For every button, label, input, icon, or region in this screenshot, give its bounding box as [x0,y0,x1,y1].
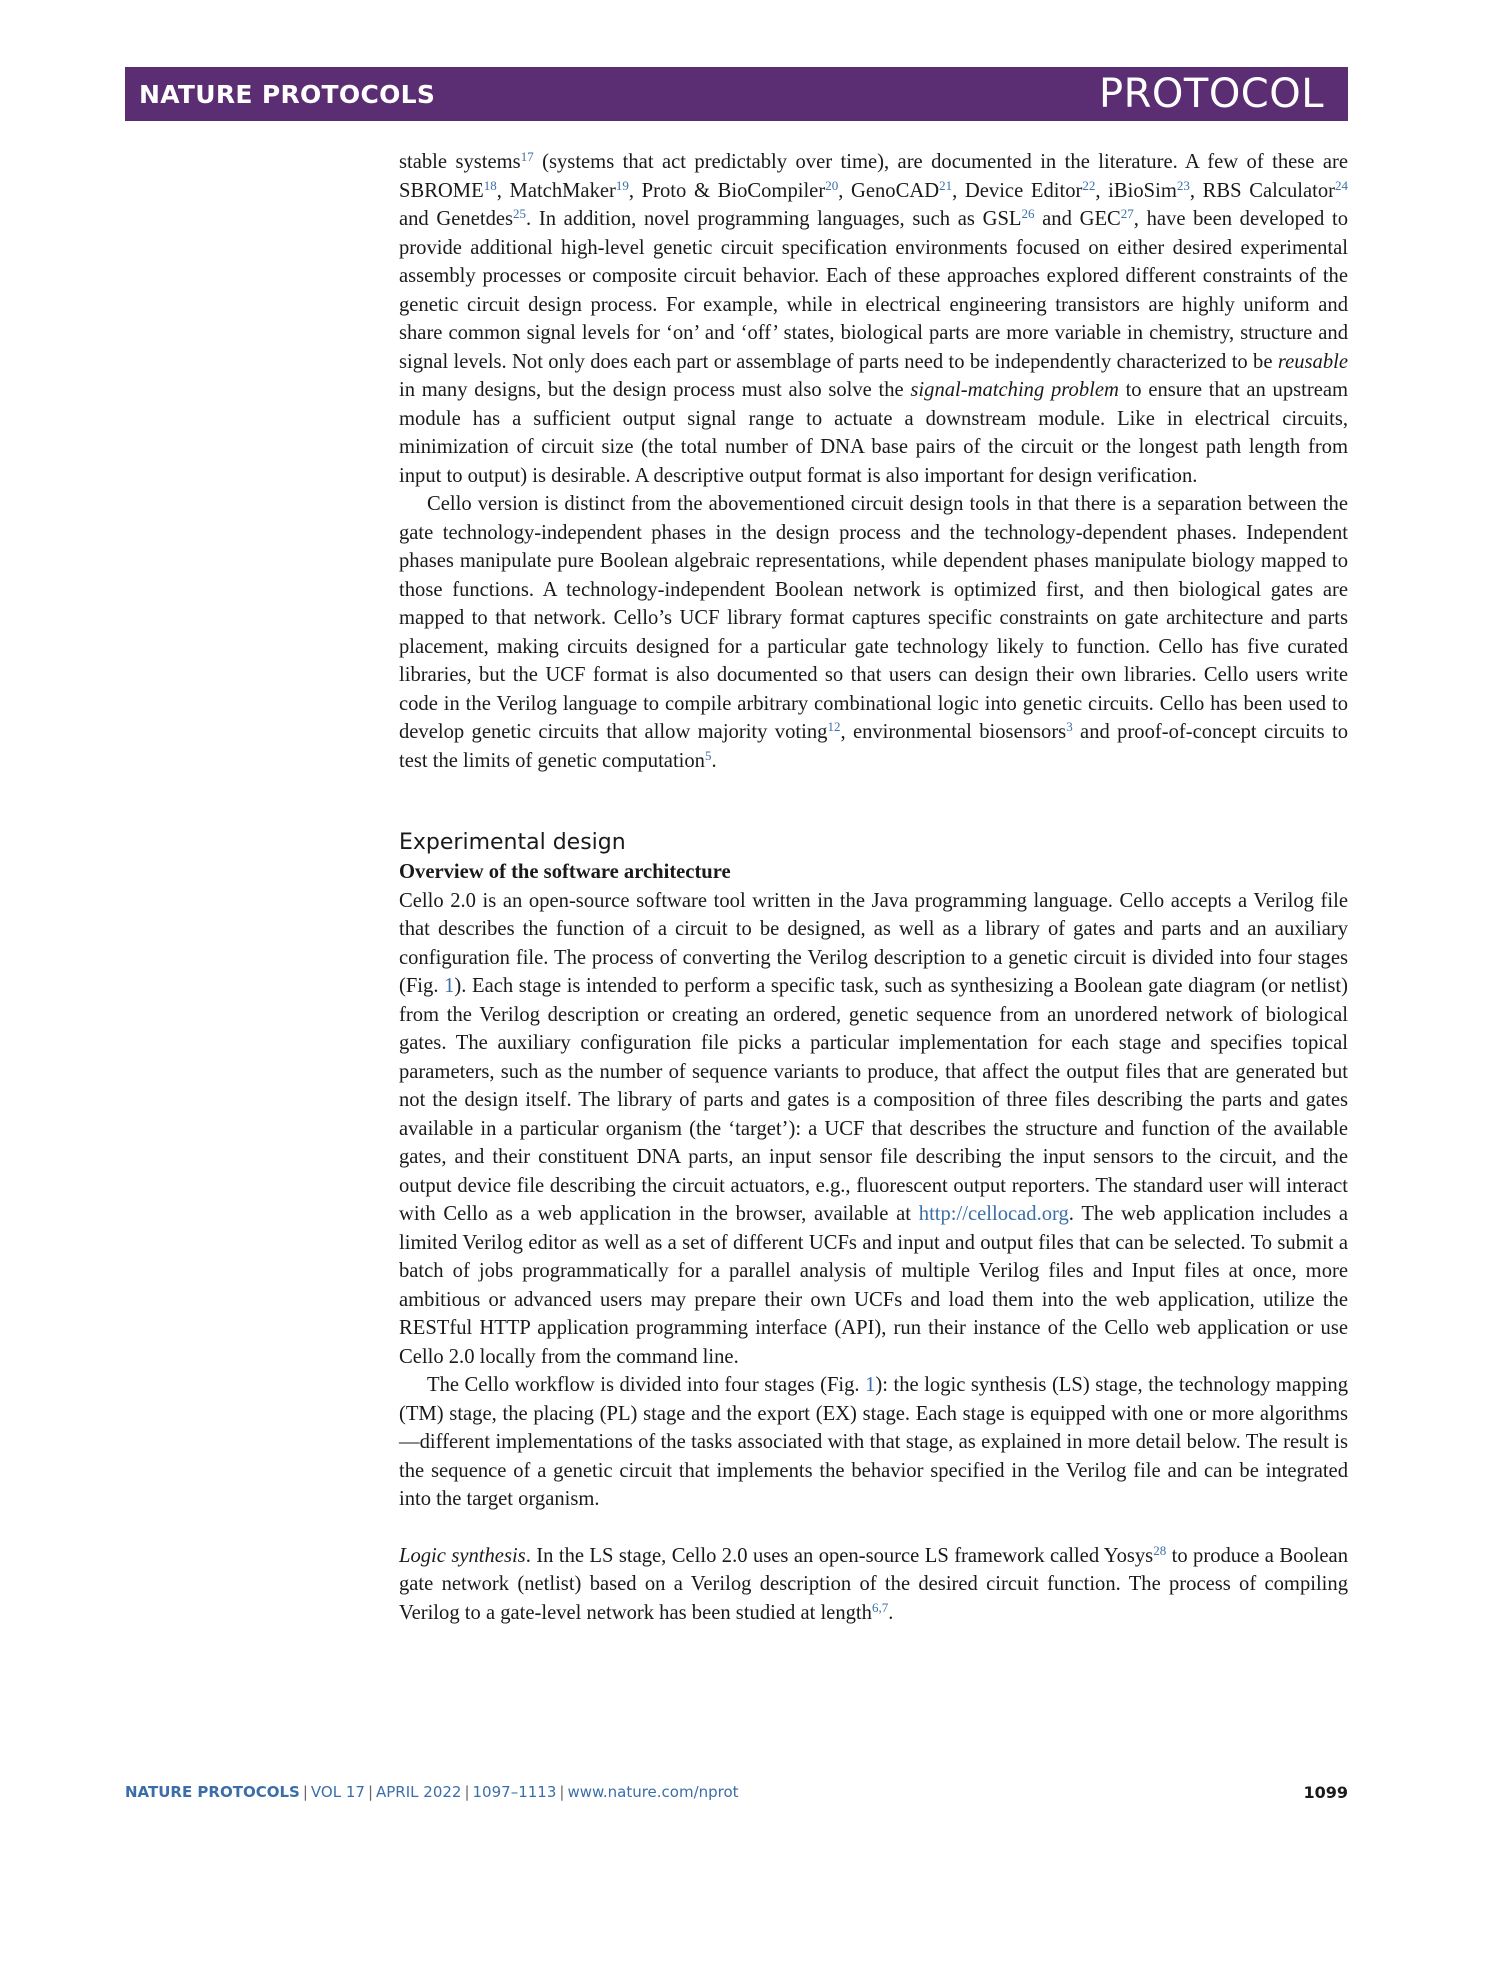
text-run: Cello 2.0 is an open-source software tool written in the Java programming language. Cello accepts a Verilog file that describes the function of a circuit to be designed, as well as a library of gates and parts and an auxiliary configuration file. The process of converting the Verilog description to a genetic circuit is divided into four stages (Fig. [399,889,1348,997]
text-run: Cello version is distinct from the abovementioned circuit design tools in that there is a separation between the gate technology-independent phases in the design process and the technology-dependent phases. Independent phases manipulate pure Boolean algebraic representations, while dependent phases manipulate biology mapped to those functions. A technology-independent Boolean network is optimized first, and then biological gates are mapped to that network. Cello’s UCF library format captures specific constraints on gate architecture and parts placement, making circuits designed for a particular gate technology likely to function. Cello has five curated libraries, but the UCF format is also documented so that users can design their own libraries. Cello users write code in the Verilog language to compile arbitrary combinational logic into genetic circuits. Cello has been used to develop genetic circuits that allow majority voting [399,493,1348,743]
paragraph-4 [399,1371,1348,1514]
footer-separator: | [302,1783,308,1801]
footer-volume: VOL 17 [310,1783,365,1801]
text-run: , environmental biosensors [840,721,1067,743]
text-run: (systems that act predictably over time), are documented in the literature. A few of these are SBROME [399,151,1348,202]
citation-ref[interactable]: 18 [483,177,497,193]
footer-pages: 1097–1113 [472,1783,557,1801]
footer-separator: | [464,1783,470,1801]
citation-ref[interactable]: 26 [1021,205,1035,221]
text-run: , Device Editor [952,179,1083,202]
italic-term: signal-matching problem [910,379,1119,401]
footer-separator: | [559,1783,565,1801]
header-banner [125,67,1348,121]
text-run: , Proto & BioCompiler [628,179,826,202]
text-run: ). Each stage is intended to perform a specific task, such as synthesizing a Boolean gate diagram (or netlist) from the Verilog description or creating an ordered, genetic sequence from an unordered network of biological gates. The auxiliary configuration file picks a particular implementation for each stage and specifies topical parameters, such as the number of sequence variants to produce, that affect the output files that are generated but not the design itself. The library of parts and gates is a composition of three files describing the parts and gates available in a particular organism (the ‘target’): a UCF that describes the structure and function of the available gates, and their constituent DNA parts, an input sensor file describing the input sensors to the circuit, and the output device file describing the circuit actuators, e.g., fluorescent output reporters. The standard user will interact with Cello as a web application in the browser, available at [399,975,1348,1225]
text-run: in many designs, but the design process must also solve the [399,379,911,401]
sub-heading: Overview of the software architecture [399,861,731,883]
text-run: to produce a Boolean gate network (netlist) based on a Verilog description of the desired circuit function. The process of compiling Verilog to a gate-level network has been studied at length [399,1544,1348,1624]
text-run: , iBioSim [1095,179,1177,202]
text-run: . In addition, novel programming languages, such as GSL [526,208,1022,230]
italic-term: reusable [1277,350,1348,373]
cellocad-link[interactable]: http://cellocad.org [918,1203,1069,1225]
text-run: and Genetdes [399,208,514,230]
section-spacer [399,775,1348,828]
citation-ref[interactable]: 19 [615,177,629,193]
footer-journal: NATURE PROTOCOLS [125,1783,300,1801]
citation-ref[interactable]: 28 [1153,1542,1167,1558]
citation-ref[interactable]: 24 [1335,177,1349,193]
citation-ref[interactable]: 3 [1066,718,1073,734]
section-heading: Experimental design [399,830,626,855]
footer-date: APRIL 2022 [376,1783,462,1801]
text-run: , have been developed to provide additional high-level genetic circuit specification environments focused on either desired experimental assembly processes or composite circuit behavior. Each of these approaches explored different constraints of the genetic circuit design process. For example, while in electrical engineering transistors are highly uniform and share common signal levels for ‘on’ and ‘off’ states, biological parts are more variable in chemistry, structure and signal levels. Not only does each part or assemblage of parts need to be independently characterized to be [399,208,1348,373]
run-in-heading: Logic synthesis [399,1544,526,1567]
text-run: . [711,749,717,772]
figure-link[interactable]: 1 [444,975,455,997]
citation-ref[interactable]: 20 [825,177,839,193]
footer-separator: | [367,1783,373,1801]
text-run: and proof-of-concept circuits to test the limits of genetic computation [399,721,1348,772]
figure-link[interactable]: 1 [865,1374,876,1396]
citation-ref[interactable]: 23 [1176,177,1190,193]
citation-ref[interactable]: 21 [939,177,953,193]
text-run: to ensure that an upstream module has a sufficient output signal range to actuate a downstream module. Like in electrical circuits, minimization of circuit size (the total number of DNA base pairs of the circuit or the longest path length from input to output) is desirable. A descriptive output format is also important for design verification. [399,379,1349,487]
journal-name: NATURE PROTOCOLS [139,79,436,109]
paragraph-1 [399,148,1348,490]
text-run: ): the logic synthesis (LS) stage, the technology mapping (TM) stage, the placing (PL) stage and the export (EX) stage. Each stage is equipped with one or more algorithms—different implementations of the tasks associated with that stage, as explained in more detail below. The result is the sequence of a genetic circuit that implements the behavior specified in the Verilog file and can be integrated into the target organism. [399,1374,1348,1510]
citation-ref[interactable]: 5 [704,747,712,763]
paragraph-spacer [399,1514,1348,1542]
text-run: , GenoCAD [838,179,940,202]
text-run: , MatchMaker [496,179,616,202]
text-run: , RBS Calculator [1189,179,1336,202]
footer-url-link[interactable]: www.nature.com/nprot [567,1783,739,1801]
page-footer [125,1783,1348,1802]
text-run: stable systems [399,151,521,173]
citation-ref[interactable]: 27 [1120,205,1134,221]
article-body [399,148,1348,1627]
citation-ref[interactable]: 25 [513,205,527,221]
footer-citation [125,1783,739,1802]
page-number: 1099 [1303,1783,1348,1802]
text-run: The Cello workflow is divided into four stages (Fig. [427,1374,866,1396]
citation-ref[interactable]: 12 [827,718,841,734]
text-run: . In the LS stage, Cello 2.0 uses an open-source LS framework called Yosys [525,1544,1154,1567]
citation-ref[interactable]: 6,7 [871,1599,889,1615]
paragraph-2 [399,490,1348,775]
text-run: . [888,1601,894,1624]
paragraph-5 [399,1542,1348,1628]
text-run: . The web application includes a limited Verilog editor as well as a set of different UCFs and input and output files that can be selected. To submit a batch of jobs programmatically for a parallel analysis of multiple Verilog files and Input files at once, more ambitious or advanced users may prepare their own UCFs and load them into the web application, utilize the RESTful HTTP application programming interface (API), run their instance of the Cello web application or use Cello 2.0 locally from the command line. [399,1203,1348,1368]
paragraph-3 [399,887,1348,1372]
citation-ref[interactable]: 22 [1082,177,1096,193]
text-run: and GEC [1034,208,1121,230]
article-type: PROTOCOL [1098,71,1324,117]
citation-ref[interactable]: 17 [520,148,534,164]
